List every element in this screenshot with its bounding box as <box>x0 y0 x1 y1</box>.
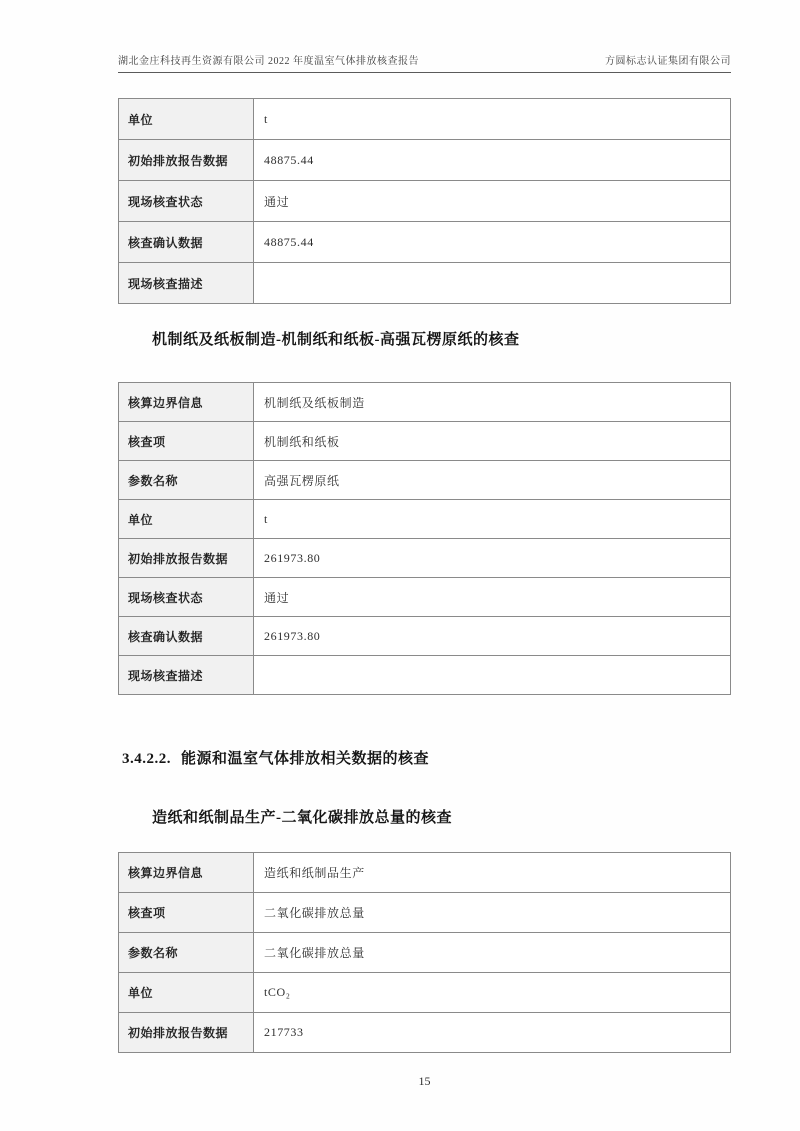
row-value: tCO₂ <box>254 973 731 1013</box>
table-row <box>119 539 731 578</box>
table-row <box>119 181 731 222</box>
row-label: 参数名称 <box>119 933 254 973</box>
row-value: 通过 <box>254 578 731 617</box>
row-value: 二氧化碳排放总量 <box>254 893 731 933</box>
table-row <box>119 500 731 539</box>
table-row <box>119 422 731 461</box>
table-row <box>119 461 731 500</box>
row-value: 通过 <box>254 181 731 222</box>
table-row <box>119 383 731 422</box>
table-row <box>119 263 731 304</box>
page-content <box>118 52 731 1089</box>
row-label: 初始排放报告数据 <box>119 140 254 181</box>
table-row <box>119 99 731 140</box>
page-footer <box>118 1074 731 1089</box>
row-label: 初始排放报告数据 <box>119 1013 254 1053</box>
paper-check-heading: 机制纸及纸板制造-机制纸和纸板-高强瓦楞原纸的核查 <box>152 332 520 348</box>
row-label: 单位 <box>119 973 254 1013</box>
section-number: 3.4.2.2. <box>122 751 171 767</box>
row-label: 核查项 <box>119 422 254 461</box>
row-label: 初始排放报告数据 <box>119 539 254 578</box>
table-row <box>119 656 731 695</box>
header-right-title: 方圆标志认证集团有限公司 <box>605 56 731 67</box>
row-label: 参数名称 <box>119 461 254 500</box>
row-value: 261973.80 <box>254 539 731 578</box>
table-row <box>119 893 731 933</box>
co2-total-verification-table <box>118 852 731 1053</box>
row-value <box>254 656 731 695</box>
table-row <box>119 853 731 893</box>
section-heading <box>118 747 731 768</box>
row-value: t <box>254 99 731 140</box>
page-number: 15 <box>418 1074 431 1088</box>
table-row <box>119 140 731 181</box>
row-label: 单位 <box>119 99 254 140</box>
row-label: 核算边界信息 <box>119 383 254 422</box>
row-label: 现场核查描述 <box>119 263 254 304</box>
row-label: 现场核查状态 <box>119 181 254 222</box>
page-header <box>118 52 731 73</box>
row-label: 核查确认数据 <box>119 222 254 263</box>
table-row <box>119 973 731 1013</box>
table-row <box>119 578 731 617</box>
verification-table-continued <box>118 98 731 304</box>
row-value: 261973.80 <box>254 617 731 656</box>
row-value <box>254 263 731 304</box>
table-row <box>119 617 731 656</box>
section-title: 能源和温室气体排放相关数据的核查 <box>181 751 430 767</box>
header-left-title: 湖北金庄科技再生资源有限公司 2022 年度温室气体排放核查报告 <box>118 56 419 67</box>
row-value: 造纸和纸制品生产 <box>254 853 731 893</box>
co2-check-heading: 造纸和纸制品生产-二氧化碳排放总量的核查 <box>152 810 452 826</box>
row-value: t <box>254 500 731 539</box>
row-label: 现场核查状态 <box>119 578 254 617</box>
table-row <box>119 933 731 973</box>
row-value: 机制纸及纸板制造 <box>254 383 731 422</box>
table-row <box>119 1013 731 1053</box>
machine-paper-verification-table <box>118 382 731 695</box>
row-label: 单位 <box>119 500 254 539</box>
row-label: 现场核查描述 <box>119 656 254 695</box>
row-value: 二氧化碳排放总量 <box>254 933 731 973</box>
row-value: 机制纸和纸板 <box>254 422 731 461</box>
row-value: 48875.44 <box>254 222 731 263</box>
row-value: 217733 <box>254 1013 731 1053</box>
row-label: 核查确认数据 <box>119 617 254 656</box>
row-value: 48875.44 <box>254 140 731 181</box>
table-row <box>119 222 731 263</box>
row-label: 核查项 <box>119 893 254 933</box>
row-label: 核算边界信息 <box>119 853 254 893</box>
row-value: 高强瓦楞原纸 <box>254 461 731 500</box>
